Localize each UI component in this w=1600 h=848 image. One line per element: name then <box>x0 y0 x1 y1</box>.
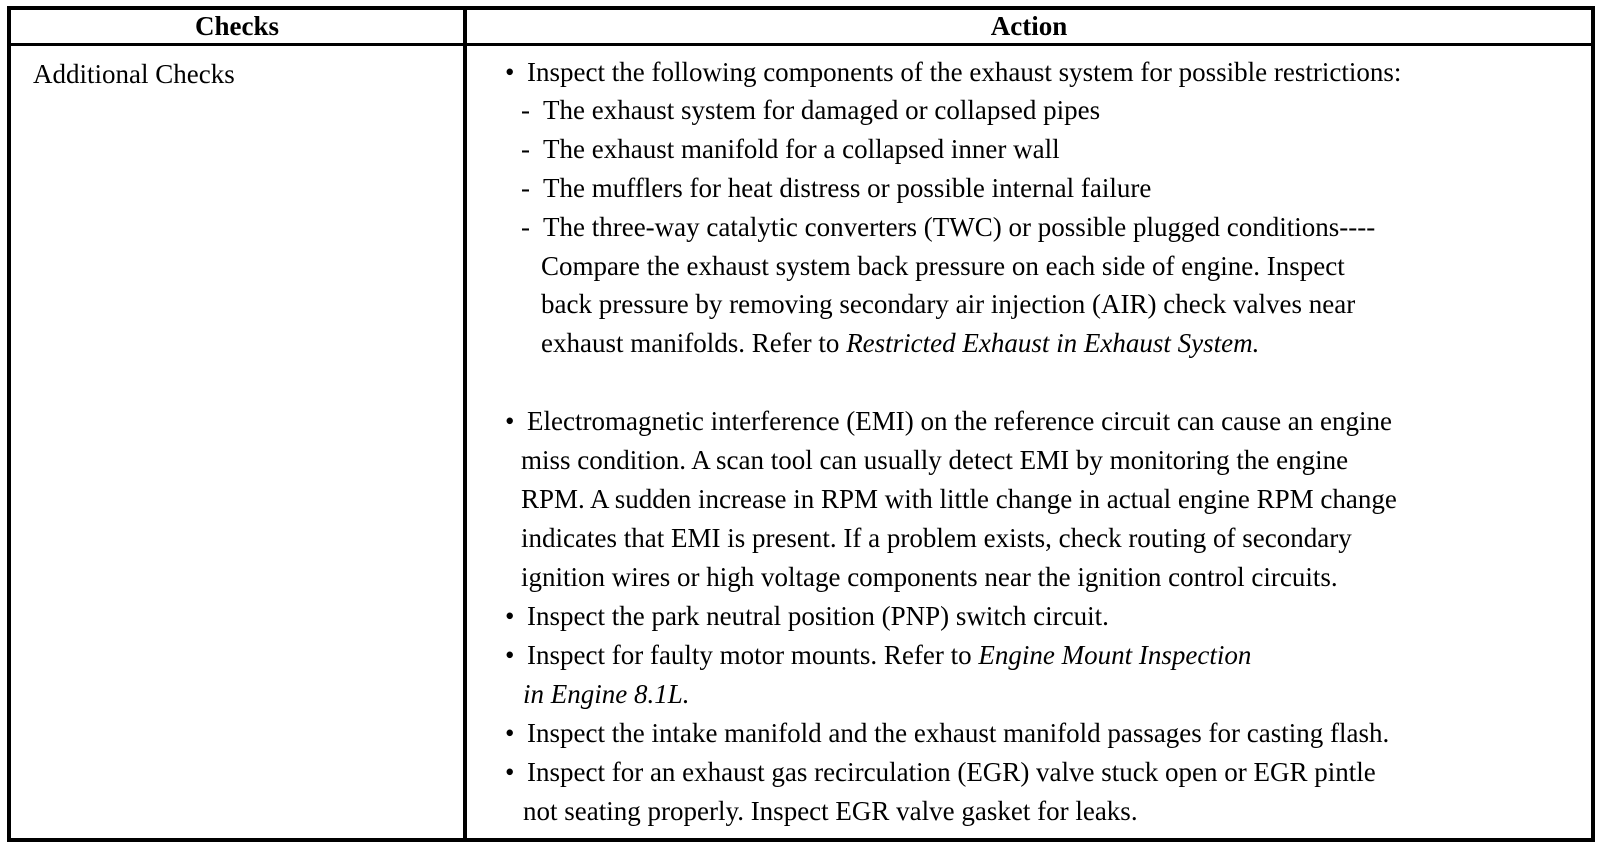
item2-line: indicates that EMI is present. If a problem exists, check routing of secondary <box>521 523 1352 553</box>
column-divider <box>463 10 467 838</box>
sub-item <box>521 209 1375 245</box>
bullet: • <box>505 406 515 436</box>
item6-line: Inspect for an exhaust gas recirculation (EGR) valve stuck open or EGR pintle <box>527 757 1376 787</box>
item5-text: Inspect the intake manifold and the exhaust manifold passages for casting flash. <box>527 718 1390 748</box>
continuation-line <box>523 676 690 712</box>
header-action: Action <box>990 11 1068 41</box>
item2-line: ignition wires or high voltage components near the ignition control circuits. <box>521 562 1338 592</box>
sub-item-text: The exhaust manifold for a collapsed inner wall <box>543 134 1060 164</box>
reference-link-engine-mount-cont: in Engine 8.1L. <box>523 679 690 709</box>
list-item <box>505 403 1392 439</box>
header-checks: Checks <box>194 11 279 41</box>
item2-line: RPM. A sudden increase in RPM with little change in actual engine RPM change <box>521 484 1397 514</box>
bullet: • <box>505 718 515 748</box>
continuation-line: Compare the exhaust system back pressure on each side of engine. Inspect <box>541 251 1345 281</box>
item2-line: Electromagnetic interference (EMI) on the reference circuit can cause an engine <box>527 406 1393 436</box>
sub-item <box>521 92 1100 128</box>
sub-item-text: The mufflers for heat distress or possible internal failure <box>543 173 1152 203</box>
continuation-line <box>541 325 1259 361</box>
sub-item-text: The exhaust system for damaged or collapsed pipes <box>543 95 1101 125</box>
list-item <box>505 54 1401 90</box>
list-item <box>505 715 1389 751</box>
item3-text: Inspect the park neutral position (PNP) switch circuit. <box>527 601 1109 631</box>
bullet: • <box>505 601 515 631</box>
list-item <box>505 637 1251 673</box>
table-header-row <box>11 10 1591 46</box>
continuation-text: exhaust manifolds. Refer to <box>541 328 847 358</box>
diagnostic-table <box>7 6 1595 842</box>
reference-link-engine-mount: Engine Mount Inspection <box>978 640 1252 670</box>
item2-line: miss condition. A scan tool can usually detect EMI by monitoring the engine <box>521 445 1349 475</box>
continuation-line: back pressure by removing secondary air injection (AIR) check valves near <box>541 289 1356 319</box>
bullet: • <box>505 57 515 87</box>
dash: - <box>521 134 530 164</box>
list-item <box>505 754 1376 790</box>
reference-link-restricted-exhaust: Restricted Exhaust in Exhaust System. <box>846 328 1260 358</box>
item6-line: not seating properly. Inspect EGR valve gasket for leaks. <box>523 796 1138 826</box>
sub-item <box>521 170 1151 206</box>
dash: - <box>521 212 530 242</box>
item1-text: Inspect the following components of the exhaust system for possible restrictions: <box>527 57 1402 87</box>
bullet: • <box>505 640 515 670</box>
dash: - <box>521 173 530 203</box>
list-item <box>505 598 1109 634</box>
item4-text: Inspect for faulty motor mounts. Refer to <box>527 640 979 670</box>
bullet: • <box>505 757 515 787</box>
sub-item-text: The three-way catalytic converters (TWC) or possible plugged conditions---- <box>543 212 1376 242</box>
sub-item <box>521 131 1060 167</box>
dash: - <box>521 95 530 125</box>
row-label-additional-checks: Additional Checks <box>33 59 235 89</box>
